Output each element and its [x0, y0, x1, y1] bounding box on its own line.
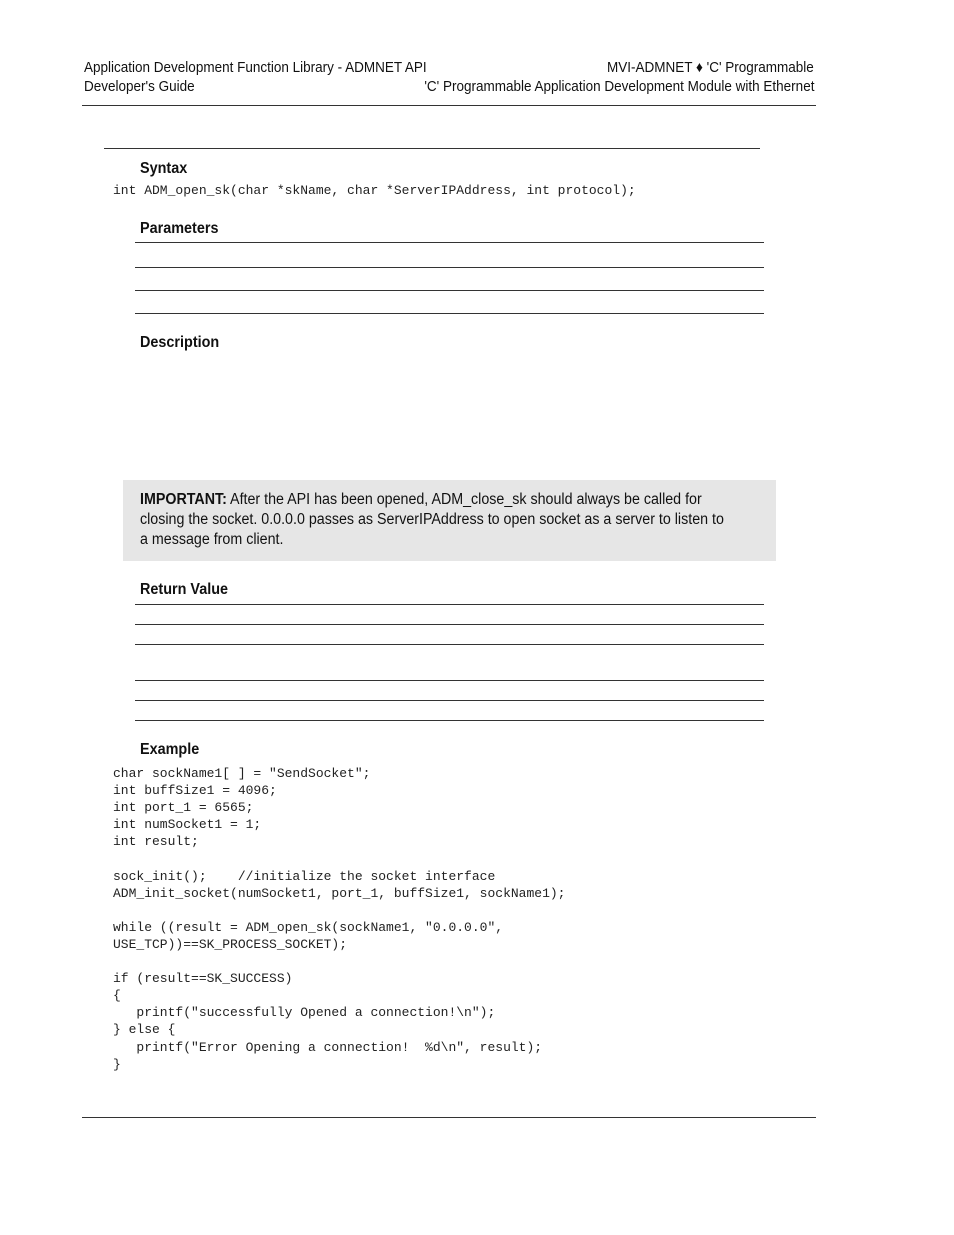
important-label: IMPORTANT:	[140, 491, 227, 508]
return-table-rule	[135, 720, 764, 721]
parameters-table-rule	[135, 242, 764, 243]
example-heading: Example	[140, 741, 200, 758]
important-note	[123, 480, 776, 561]
section-rule	[104, 148, 760, 149]
syntax-heading: Syntax	[140, 160, 188, 177]
header-left-title: Application Development Function Library - ADMNET API	[84, 59, 427, 76]
code-line: char sockName1[ ] = "SendSocket";	[113, 766, 371, 781]
code-line: while ((result = ADM_open_sk(sockName1, "0.0.0.0",	[113, 919, 504, 935]
header-rule	[82, 105, 816, 106]
header-right-subtitle: 'C' Programmable Application Development Module with Ethernet	[423, 78, 814, 95]
code-line: int port_1 = 6565;	[113, 800, 254, 816]
return-table-rule	[135, 604, 764, 605]
header-right-title: MVI-ADMNET ♦ 'C' Programmable	[607, 59, 814, 76]
code-line: USE_TCP))==SK_PROCESS_SOCKET);	[113, 936, 348, 952]
return-table-rule	[135, 624, 764, 625]
important-body: After the API has been opened, ADM_close_sk should always be called for closing the socket. 0.0.0.0 passes as ServerIPAddress to open socket as a server to listen to a message from client.	[140, 491, 724, 548]
code-line: {	[113, 988, 121, 1004]
code-line: int result;	[113, 834, 199, 850]
code-line	[113, 902, 565, 919]
code-line: }	[113, 1056, 121, 1072]
code-line: printf("successfully Opened a connection!\n");	[113, 1005, 496, 1021]
footer-rule	[82, 1117, 816, 1118]
code-line	[113, 953, 565, 970]
return-table-rule	[135, 700, 764, 701]
parameters-table-rule	[135, 290, 764, 291]
important-note-text	[140, 490, 729, 550]
parameters-table-rule	[135, 267, 764, 268]
code-line: printf("Error Opening a connection! %d\n", result);	[113, 1039, 543, 1055]
code-line	[113, 850, 565, 867]
parameters-heading: Parameters	[140, 220, 219, 237]
code-line: ADM_init_socket(numSocket1, port_1, buffSize1, sockName1);	[113, 885, 566, 901]
code-line: int numSocket1 = 1;	[113, 817, 262, 833]
syntax-code: int ADM_open_sk(char *skName, char *ServerIPAddress, int protocol);	[113, 183, 636, 198]
parameters-table-rule	[135, 313, 764, 314]
code-line: sock_init(); //initialize the socket interface	[113, 868, 496, 884]
description-heading: Description	[140, 334, 220, 351]
header-left-subtitle: Developer's Guide	[84, 78, 195, 95]
code-line: int buffSize1 = 4096;	[113, 783, 277, 799]
code-line: if (result==SK_SUCCESS)	[113, 971, 293, 987]
example-code-block	[113, 765, 565, 1073]
code-line: } else {	[113, 1022, 176, 1038]
return-value-heading: Return Value	[140, 581, 229, 598]
return-table-rule	[135, 644, 764, 645]
return-table-rule	[135, 680, 764, 681]
